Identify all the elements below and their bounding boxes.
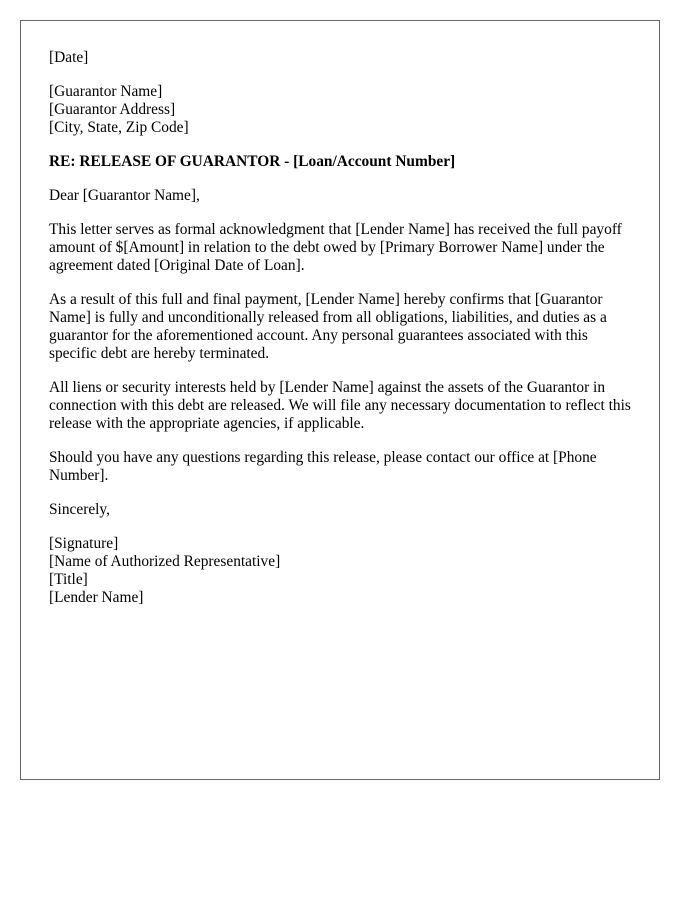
closing-block <box>49 501 639 519</box>
paragraph-payoff-acknowledgment <box>49 221 639 275</box>
paragraph-text: All liens or security interests held by [Lender Name] against the assets of the Guarantor in connection with this debt are released. We will file any necessary documentation to reflect this release with the appropriate agencies, if applicable. <box>49 379 631 432</box>
paragraph-text: As a result of this full and final payment, [Lender Name] hereby confirms that [Guarantor Name] is fully and unconditionally released from all obligations, liabilities, and duties as a guarantor for the aforementioned account. Any personal guarantees associated with this specific debt are hereby terminated. <box>49 291 607 362</box>
letter-page <box>20 20 660 780</box>
salutation: Dear [Guarantor Name], <box>49 187 200 204</box>
signature-placeholder: [Signature] <box>49 535 119 552</box>
recipient-address-block <box>49 83 639 137</box>
guarantor-city-state-zip: [City, State, Zip Code] <box>49 119 189 136</box>
letter-date: [Date] <box>49 49 89 66</box>
paragraph-liens-release <box>49 379 639 433</box>
lender-name: [Lender Name] <box>49 589 144 606</box>
salutation-block <box>49 187 639 205</box>
guarantor-address: [Guarantor Address] <box>49 101 176 118</box>
representative-title: [Title] <box>49 571 88 588</box>
paragraph-text: Should you have any questions regarding this release, please contact our office at [Phone Number]. <box>49 449 597 484</box>
signature-block <box>49 535 639 607</box>
letter-body <box>49 49 639 623</box>
guarantor-name: [Guarantor Name] <box>49 83 163 100</box>
paragraph-text: This letter serves as formal acknowledgment that [Lender Name] has received the full payoff amount of $[Amount] in relation to the debt owed by [Primary Borrower Name] under the agreement dated [Original Date of Loan]. <box>49 221 622 274</box>
paragraph-guarantor-release <box>49 291 639 363</box>
subject-line: RE: RELEASE OF GUARANTOR - [Loan/Account Number] <box>49 153 456 170</box>
closing: Sincerely, <box>49 501 110 518</box>
paragraph-contact <box>49 449 639 485</box>
date-block <box>49 49 639 67</box>
subject-block <box>49 153 639 171</box>
representative-name: [Name of Authorized Representative] <box>49 553 281 570</box>
